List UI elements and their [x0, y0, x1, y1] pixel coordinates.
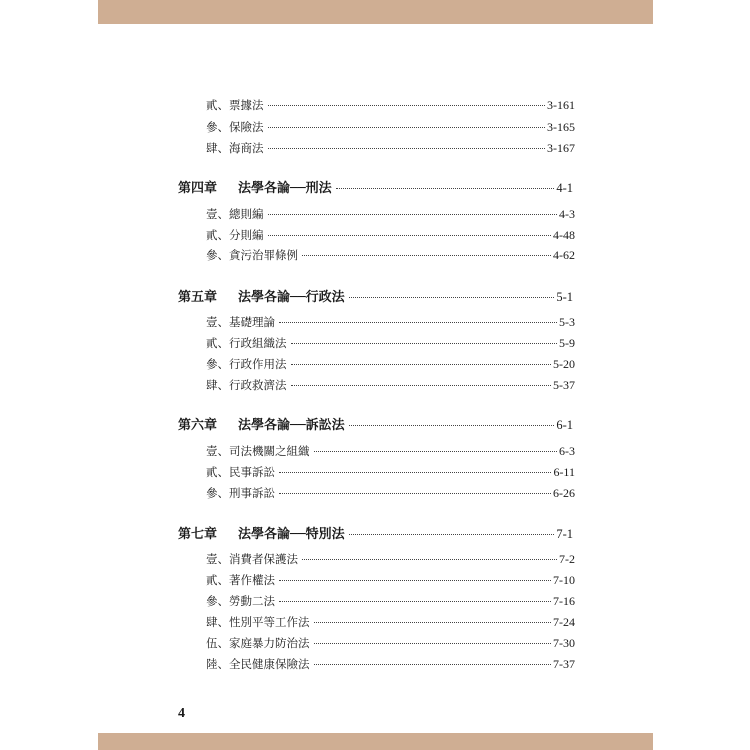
entry-page: 3-167 — [547, 141, 575, 155]
toc-entry[interactable] — [206, 593, 575, 609]
entry-label: 貳、票據法 — [206, 98, 264, 112]
chapter-heading[interactable] — [178, 524, 573, 544]
toc-entry[interactable] — [206, 485, 575, 501]
toc-entry[interactable] — [206, 614, 575, 630]
entry-label: 壹、基礎理論 — [206, 315, 275, 329]
chapter-label — [178, 416, 347, 435]
entry-page: 7-30 — [553, 636, 575, 650]
entry-label: 參、勞動二法 — [206, 594, 275, 608]
toc-entry[interactable] — [206, 227, 575, 243]
entry-label: 參、刑事訴訟 — [206, 486, 275, 500]
entry-label: 貳、著作權法 — [206, 573, 275, 587]
entry-label: 壹、司法機關之組織 — [206, 444, 310, 458]
page-number: 4 — [178, 706, 185, 721]
entry-page: 4-62 — [553, 248, 575, 262]
toc-entry[interactable] — [206, 464, 575, 480]
chapter-page: 4-1 — [556, 181, 573, 195]
toc-entry[interactable] — [206, 377, 575, 393]
entry-label: 肆、性別平等工作法 — [206, 615, 310, 629]
dot-leader — [302, 255, 551, 256]
entry-label: 肆、行政救濟法 — [206, 378, 287, 392]
entry-page: 6-11 — [553, 465, 575, 479]
toc-entry[interactable] — [206, 97, 575, 113]
entry-label: 伍、家庭暴力防治法 — [206, 636, 310, 650]
toc-entry[interactable] — [206, 247, 575, 263]
chapter-page: 6-1 — [556, 418, 573, 432]
entry-page: 4-48 — [553, 228, 575, 242]
entry-page: 6-26 — [553, 486, 575, 500]
toc-entry[interactable] — [206, 356, 575, 372]
chapter-label — [178, 288, 347, 307]
entry-label: 參、貪污治罪條例 — [206, 248, 298, 262]
entry-label: 貳、民事訴訟 — [206, 465, 275, 479]
dot-leader — [279, 322, 557, 323]
dot-leader — [349, 297, 555, 298]
dot-leader — [279, 601, 551, 602]
footer-band — [98, 733, 653, 750]
chapter-heading[interactable] — [178, 287, 573, 307]
dot-leader — [349, 425, 555, 426]
toc-entry[interactable] — [206, 314, 575, 330]
chapter-title: 法學各論──刑法 — [238, 181, 332, 196]
chapter-page: 7-1 — [556, 527, 573, 541]
dot-leader — [279, 493, 551, 494]
chapter-title: 法學各論──行政法 — [238, 290, 345, 305]
dot-leader — [268, 105, 546, 106]
toc-entry[interactable] — [206, 335, 575, 351]
dot-leader — [291, 385, 552, 386]
dot-leader — [302, 559, 557, 560]
entry-page: 6-3 — [559, 444, 575, 458]
entry-page: 5-20 — [553, 357, 575, 371]
chapter-label — [178, 525, 347, 544]
toc-entry[interactable] — [206, 140, 575, 156]
dot-leader — [336, 188, 555, 189]
dot-leader — [314, 622, 552, 623]
entry-page: 3-165 — [547, 120, 575, 134]
toc-entry[interactable] — [206, 119, 575, 135]
dot-leader — [291, 364, 552, 365]
entry-label: 壹、總則編 — [206, 207, 264, 221]
chapter-label — [178, 179, 334, 198]
dot-leader — [349, 534, 555, 535]
toc-entry[interactable] — [206, 572, 575, 588]
entry-page: 7-2 — [559, 552, 575, 566]
toc-entry[interactable] — [206, 635, 575, 651]
entry-page: 5-3 — [559, 315, 575, 329]
entry-label: 參、保險法 — [206, 120, 264, 134]
dot-leader — [268, 148, 546, 149]
dot-leader — [268, 127, 546, 128]
chapter-number: 第五章 — [178, 290, 218, 305]
entry-label: 貳、行政組織法 — [206, 336, 287, 350]
entry-label: 陸、全民健康保險法 — [206, 657, 310, 671]
chapter-heading[interactable] — [178, 178, 573, 198]
dot-leader — [268, 214, 558, 215]
chapter-title: 法學各論──特別法 — [238, 527, 345, 542]
dot-leader — [314, 664, 552, 665]
dot-leader — [268, 235, 552, 236]
chapter-heading[interactable] — [178, 415, 573, 435]
toc-entry[interactable] — [206, 551, 575, 567]
entry-page: 7-24 — [553, 615, 575, 629]
entry-label: 肆、海商法 — [206, 141, 264, 155]
dot-leader — [279, 472, 551, 473]
entry-label: 參、行政作用法 — [206, 357, 287, 371]
entry-page: 7-16 — [553, 594, 575, 608]
entry-page: 5-9 — [559, 336, 575, 350]
chapter-title: 法學各論──訴訟法 — [238, 418, 345, 433]
entry-page: 4-3 — [559, 207, 575, 221]
entry-page: 5-37 — [553, 378, 575, 392]
chapter-number: 第四章 — [178, 181, 218, 196]
toc-entry[interactable] — [206, 443, 575, 459]
dot-leader — [314, 451, 558, 452]
chapter-page: 5-1 — [556, 290, 573, 304]
toc-entry[interactable] — [206, 656, 575, 672]
dot-leader — [291, 343, 558, 344]
chapter-number: 第七章 — [178, 527, 218, 542]
entry-page: 3-161 — [547, 98, 575, 112]
chapter-number: 第六章 — [178, 418, 218, 433]
dot-leader — [279, 580, 551, 581]
entry-label: 貳、分則編 — [206, 228, 264, 242]
entry-page: 7-10 — [553, 573, 575, 587]
entry-label: 壹、消費者保護法 — [206, 552, 298, 566]
toc-entry[interactable] — [206, 206, 575, 222]
entry-page: 7-37 — [553, 657, 575, 671]
dot-leader — [314, 643, 552, 644]
